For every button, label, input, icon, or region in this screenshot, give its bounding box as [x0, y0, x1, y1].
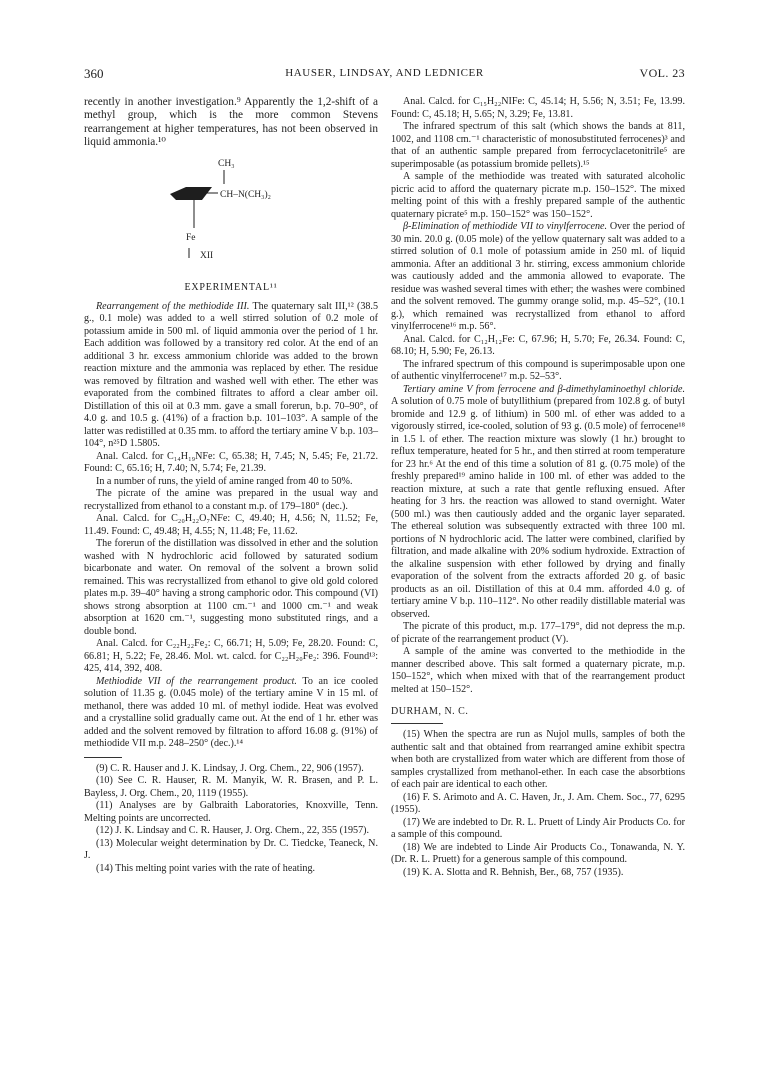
picrate-paragraph: The picrate of the amine was prepared in the usual way and recrystallized from ethanol to a constant m.p. of 179–180° (dec.). — [84, 488, 378, 512]
footnote: (10) See C. R. Hauser, R. M. Manyik, W. R. Brasen, and P. L. Bayless, J. Org. Chem., 20, 1119 (1955). — [84, 775, 378, 799]
picrate-paragraph: The picrate of this product, m.p. 177–179°, did not depress the m.p. of picrate of the rearrangement product (V). — [391, 621, 685, 645]
ferrocene-structure-drawing — [84, 154, 378, 270]
paragraph-title: Tertiary amine V from ferrocene and β-dimethylaminoethyl chloride. — [403, 383, 685, 395]
paragraph-rearrangement — [84, 301, 378, 451]
forerun-paragraph: The forerun of the distillation was dissolved in ether and the solution washed with N hydrochloric acid followed by saturated sodium bicarbonate and water. On removal of the solvent a brown solid remained. This was recrystallized from ethanol to give old gold colored plates m.p. 39–40° having a strong camphoric odor. This compound (VI) shows strong absorption at 1100 cm.⁻¹ and 1000 cm.⁻¹ and weak absorption at 1620 cm.⁻¹, suggesting mono substituted rings, and a double bond. — [84, 538, 378, 637]
yield-paragraph: In a number of runs, the yield of amine ranged from 40 to 50%. — [96, 475, 353, 487]
structure-xii — [84, 154, 378, 270]
paragraph-tertiary-amine — [391, 384, 685, 622]
paragraph-title: β-Elimination of methiodide VII to vinylferrocene. — [403, 221, 608, 232]
footnote: (9) C. R. Hauser and J. K. Lindsay, J. Org. Chem., 22, 906 (1957). — [96, 762, 364, 774]
footnote-separator — [391, 723, 443, 724]
cyclopentadienyl-ring — [170, 187, 212, 200]
compound-number-label: XII — [200, 250, 214, 261]
analysis-paragraph: Anal. Calcd. for C₁₂H₁₂Fe: C, 67.96; H, 5.70; Fe, 26.34. Found: C, 68.10; H, 5.90; Fe, 26.13. — [391, 333, 685, 357]
amine-group-label: CH–N(CH₃)₂ — [220, 189, 271, 200]
footnote: (12) J. K. Lindsay and C. R. Hauser, J. Org. Chem., 22, 355 (1957). — [96, 825, 370, 837]
volume-label: VOL. 23 — [639, 66, 685, 80]
signature-location: DURHAM, N. C. — [391, 706, 469, 717]
footnote: (14) This melting point varies with the rate of heating. — [96, 862, 316, 874]
intro-paragraph: recently in another investigation.⁹ Apparently the 1,2-shift of a methyl group, which is the more common Stevens rearrangement at higher temperatures, has not been observed in liquid ammonia.¹⁰ — [84, 96, 378, 149]
footnote-separator — [84, 757, 122, 758]
right-column — [391, 96, 685, 879]
methyl-label: CH₃ — [218, 158, 235, 169]
paragraph-title: Methiodide VII of the rearrangement product. — [96, 675, 297, 687]
paragraph-body: The quaternary salt III,¹² (38.5 g., 0.1 mole) was added to a well stirred solution of 0.2 mole of potassium amide in 500 ml. of liquid ammonia over the period of 1 hr. Each addition was followed by a transitory red color. At the end of an additional 3 hr. excess ammonium chloride was added to the brown reaction mixture and the ammonia was replaced by ether. The residue was removed by filtration and washed well with ether. The ether was evaporated from the combined filtrates to afford a clear amber oil. Distillation of this oil at 0.3 mm. gave a small forerun, b.p. 70–90°, of 4.0 g. and 10.5 g. (41%) of a fraction b.p. 101–103°. A sample of the latter was redistilled at 0.35 mm. to afford the tertiary amine V b.p. 103–104°, n²⁵D 1.5805. — [84, 300, 378, 450]
picrate-paragraph: A sample of the methiodide was treated with saturated alcoholic picric acid to afford the quaternary picrate m.p. 150–152°. The mixed melting point of this with a freshly prepared sample of the authentic quaternary picrate⁵ m.p. 150–152° was 150–152°. — [391, 171, 685, 220]
page-header — [84, 66, 685, 82]
analysis-paragraph: Anal. Calcd. for C₁₄H₁₉NFe: C, 65.38; H, 7.45; N, 5.45; Fe, 21.72. Found: C, 65.16; H, 7.40; N, 5.74; Fe, 21.39. — [84, 450, 378, 475]
footnote: (17) We are indebted to Dr. R. L. Pruett of Lindy Air Products Co. for a sample of this compound. — [391, 816, 685, 840]
paragraph-elimination — [391, 221, 685, 334]
methiodide-paragraph: A sample of the amine was converted to the methiodide in the manner described above. This salt formed a quaternary picrate, m.p. 150–152°, which when mixed with that of the rearrangement product melted at 150–152°. — [391, 646, 685, 695]
infrared-paragraph: The infrared spectrum of this salt (which shows the bands at 811, 1002, and 1108 cm.⁻¹ characteristic of monosubstituted ferrocenes)³ and that of an authentic sample prepared from ferrocyclacetonitrile⁵ are superimposable (as potassium bromide pellets).¹⁵ — [391, 121, 685, 170]
footnote: (13) Molecular weight determination by Dr. C. Tiedcke, Teaneck, N. J. — [84, 837, 378, 862]
left-column — [84, 96, 378, 875]
footnote: (11) Analyses are by Galbraith Laboratories, Knoxville, Tenn. Melting points are uncorrected. — [84, 800, 378, 824]
footnote: (18) We are indebted to Linde Air Products Co., Tonawanda, N. Y. (Dr. R. L. Pruett) for a generous sample of this compound. — [391, 841, 685, 865]
section-heading-experimental: EXPERIMENTAL¹¹ — [184, 281, 278, 293]
paragraph-methiodide — [84, 676, 378, 751]
paragraph-body: Over the period of 30 min. 20.0 g. (0.05 mole) of the yellow quaternary salt was added to a stirred solution of 0.1 mole of potassium amide in 250 ml. of liquid ammonia. After an additional 3 hr. stirring, excess ammonium chloride was cautiously added and the ammonia allowed to evaporate. The residue was washed several times with ether; the washes were combined and the solvent removed. The gummy orange solid, m.p. 45–52°, (10.1 g.), which remained was recrystallized from ethanol to afford vinylferrocene¹⁶ m.p. 56°. — [391, 221, 685, 332]
iron-label: Fe — [186, 232, 196, 243]
running-title: HAUSER, LINDSAY, AND LEDNICER — [285, 67, 484, 79]
analysis-paragraph: Anal. Calcd. for C₂₀H₂₂O₇NFe: C, 49.40; H, 4.56; N, 11.52; Fe, 11.49. Found: C, 49.48; H, 4.55; N, 11.48; Fe, 11.62. — [84, 513, 378, 537]
paragraph-body: To an ice cooled solution of 11.35 g. (0.045 mole) of the tertiary amine V in 15 ml. of methanol, there was added 10 ml. of methyl iodide. Heat was evolved and a crystalline solid gradually came out. At the end of 1 hr. ether was added and the solvent removed by filtration to afford 16.08 g. (91%) of methiodide VII m.p. 248–250° (dec.).¹⁴ — [84, 675, 378, 750]
footnote: (16) F. S. Arimoto and A. C. Haven, Jr., J. Am. Chem. Soc., 77, 6295 (1955). — [391, 791, 685, 815]
footnote: (19) K. A. Slotta and R. Behnish, Ber., 68, 757 (1935). — [403, 866, 624, 878]
analysis-paragraph: Anal. Calcd. for C₁₅H₂₂NIFe: C, 45.14; H, 5.56; N, 3.51; Fe, 13.99. Found: C, 45.18; H, 5.65; N, 3.29; Fe, 13.81. — [391, 96, 685, 120]
infrared-paragraph: The infrared spectrum of this compound is superimposable upon one of authentic vinylferrocene¹⁷ m.p. 52–53°. — [391, 358, 685, 382]
paragraph-title: Rearrangement of the methiodide III. — [96, 300, 250, 312]
analysis-paragraph: Anal. Calcd. for C₂₂H₂₂Fe₂: C, 66.71; H, 5.09; Fe, 28.20. Found: C, 66.81; H, 5.22; Fe, 28.46. Mol. wt. calcd. for C₂₂H₂₀Fe₂: 396. Found¹³: 425, 414, 392, 408. — [84, 638, 378, 675]
footnote: (15) When the spectra are run as Nujol mulls, samples of both the authentic salt and that obtained from rearranged amine exhibit spectra when both are crystallized from water which are different from those of samples crystallized from methanol-ether. In each case the absorbtions of each pair are identical to each other. — [391, 729, 685, 790]
paragraph-body: A solution of 0.75 mole of butyllithium (prepared from 102.8 g. of butyl bromide and 12.9 g. of lithium) in 500 ml. of ether was added to a vigorously stirred, ice-cooled, solution of 93 g. (0.5 mole) of ferrocene¹⁸ in 1.5 l. of ether. The reaction mixture was slowly (1 hr.) brought to reflux temperature, heated for 5 hr., and then stirred at room temperature for 23 hr.⁶ At the end of this time a solution of 81 g. (0.75 mole) of the freshly prepared¹⁹ amino halide in 100 ml. of ether was added to the reaction mixture, at such a rate that gentle refluxing ensued. After heating for 3 hrs. the reaction was allowed to stand overnight. Water (500 ml.) was then cautiously added and the organic layer separated. The ethereal solution was subsequently extracted with three 100 ml. portions of N hydrochloric acid. The latter were combined, clarified by filtration, and made alkaline with 20% sodium hydroxide. Extraction of the alkaline suspension with ether followed by drying and finally evaporation of the solvent from the extracts afforded 20 g. of basic products as an oil. Distillation of this at 0.4 mm. afforded 4.0 g. of tertiary amine V b.p. 110–112°. No other readily distillable material was observed. — [391, 396, 685, 620]
page-number: 360 — [84, 66, 104, 81]
